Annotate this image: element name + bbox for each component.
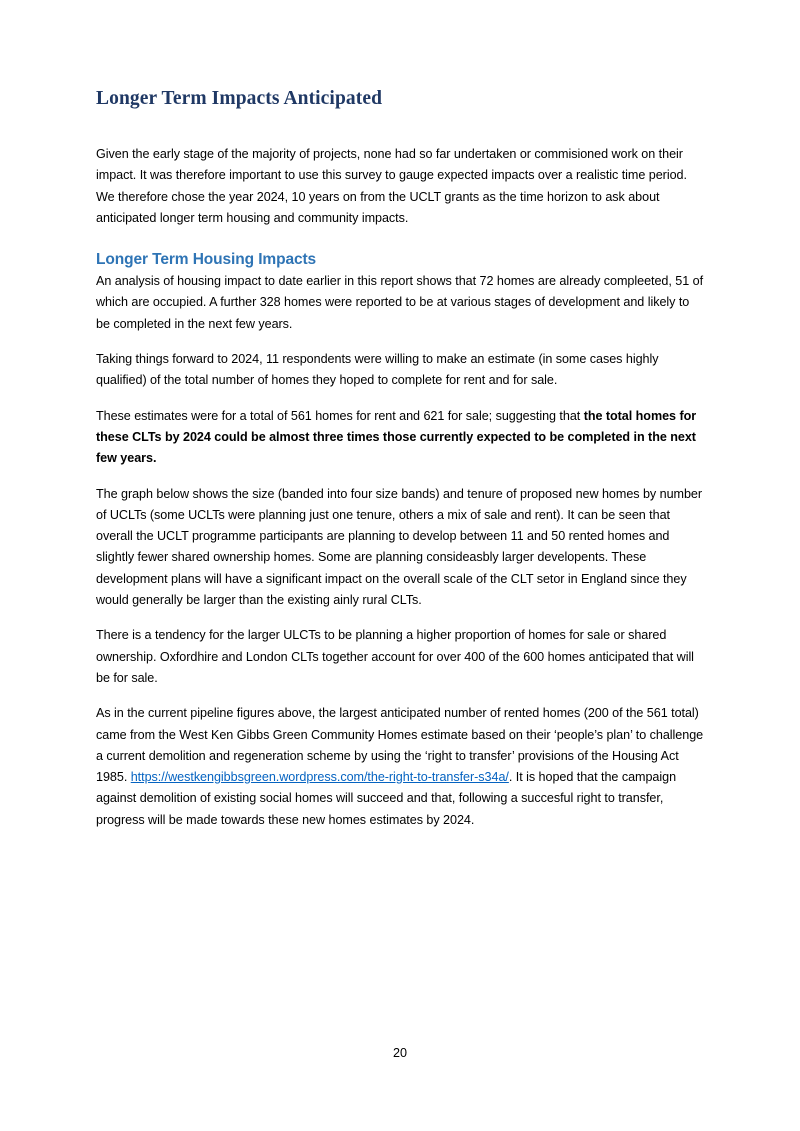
estimates-normal-text: These estimates were for a total of 561 homes for rent and 621 for sale; suggesting that [96,408,584,423]
section-heading-housing-impacts: Longer Term Housing Impacts [96,251,317,269]
paragraph-graph-description: The graph below shows the size (banded into four size bands) and tenure of proposed new homes by number of UCLTs (some UCLTs were planning just one tenure, others a mix of sale and rent). It can be seen that overall the UCLT programme participants are planning to develop between 11 and 50 rented homes and slightly fewer shared ownership homes. Some are planning consideasbly larger developents. These development plans will have a significant impact on the overall scale of the CLT setor in England since they would generally be larger than the existing ainly rural CLTs. [96,486,703,608]
page-title: Longer Term Impacts Anticipated [96,88,383,109]
page-number: 20 [392,1046,407,1060]
paragraph-west-ken-gibbs-green [96,703,704,831]
paragraph-2024-estimates: Taking things forward to 2024, 11 respondents were willing to make an estimate (in some cases highly qualified) of the total number of homes they hoped to complete for rent and for sale. [96,352,659,388]
paragraph-estimates-totals [96,406,704,470]
paragraph-tendency: There is a tendency for the larger ULCTs to be planning a higher proportion of homes for sale or shared ownership. Oxfordhire and London CLTs together account for over 400 of the 600 homes anticipated that will be for sale. [96,628,694,685]
estimates-bold-text: the total homes for these CLTs by 2024 could be almost three times those currently expected to be completed in the next few years. [96,408,697,466]
paragraph-housing-analysis: An analysis of housing impact to date earlier in this report shows that 72 homes are already compleeted, 51 of which are occupied. A further 328 homes were reported to be at various stages of development and likely to be completed in the next few years. [96,274,704,331]
intro-paragraph: Given the early stage of the majority of projects, none had so far undertaken or commisioned work on their impact. It was therefore important to use this survey to gauge expected impacts over a realistic time period. We therefore chose the year 2024, 10 years on from the UCLT grants as the time horizon to ask about anticipated longer term housing and community impacts. [96,147,687,225]
right-to-transfer-link[interactable]: https://westkengibbsgreen.wordpress.com/the-right-to-transfer-s34a/ [130,770,509,785]
page-content [96,88,704,845]
final-text-after-link: . It is hoped that the campaign against demolition of existing social homes will succeed and that, following a succesful right to transfer, progress will be made towards these new homes estimates by 2024. [96,770,677,827]
final-text-before-link: As in the current pipeline figures above, the largest anticipated number of rented homes (200 of the 561 total) came from the West Ken Gibbs Green Community Homes estimate based on their ‘people’s plan’ to challenge a current demolition and regeneration scheme by using the ‘right to transfer’ provisions of the Housing Act 1985. [96,706,704,785]
